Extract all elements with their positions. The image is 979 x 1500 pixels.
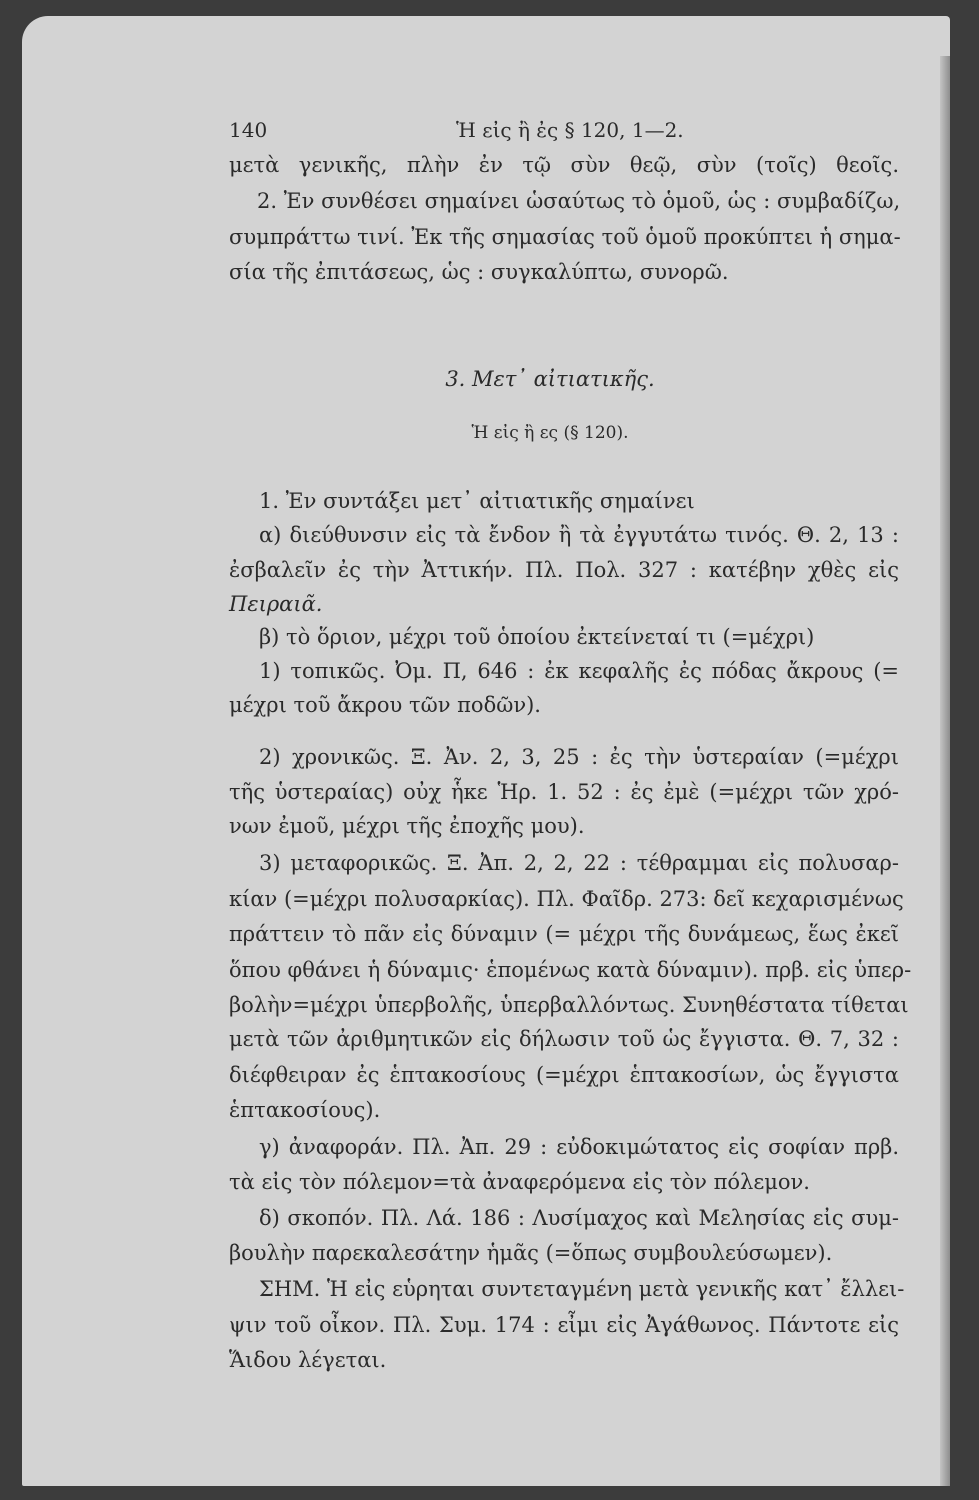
text-line: τῆς ὑστεραίας) οὐχ ἧκε Ἡρ. 1. 52 : ἐς ἐμὲ (=μέχρι τῶν χρό- (229, 780, 899, 804)
text-line: μέχρι τοῦ ἄκρου τῶν ποδῶν). (229, 693, 541, 717)
text-line: β) τὸ ὅριον, μέχρι τοῦ ὁποίου ἐκτείνεταί τι (=μέχρι) (259, 625, 815, 649)
text-line: 1) τοπικῶς. Ὀμ. Π, 646 : ἐκ κεφαλῆς ἐς πόδας ἄκρους (= (259, 659, 899, 683)
text-line: Πειραιᾶ. (229, 592, 323, 616)
text-line: πράττειν τὸ πᾶν εἰς δύναμιν (= μέχρι τῆς δυνάμεως, ἕως ἐκεῖ (229, 922, 899, 946)
text-line: βολὴν=μέχρι ὑπερβολῆς, ὑπερβαλλόντως. Συνηθέστατα τίθεται (229, 993, 909, 1017)
text-line: συμπράττω τινί. Ἐκ τῆς σημασίας τοῦ ὁμοῦ προκύπτει ἡ σημα- (229, 225, 901, 249)
text-line: Ἅιδου λέγεται. (229, 1348, 387, 1372)
text-line: τὰ εἰς τὸν πόλεμον=τὰ ἀναφερόμενα εἰς τὸν πόλεμον. (229, 1170, 810, 1194)
text-line: ἑπτακοσίους). (229, 1098, 381, 1122)
text-line: 2) χρονικῶς. Ξ. Ἀν. 2, 3, 25 : ἐς τὴν ὑστεραίαν (=μέχρι (259, 745, 899, 769)
text-line: α) διεύθυνσιν εἰς τὰ ἔνδον ἢ τὰ ἐγγυτάτω τινός. Θ. 2, 13 : (259, 523, 899, 547)
text-line: δ) σκοπόν. Πλ. Λά. 186 : Λυσίμαχος καὶ Μελησίας εἰς συμ- (259, 1206, 899, 1230)
running-title: Ἡ εἰς ἢ ἐς § 120, 1—2. (456, 118, 684, 142)
text-line: διέφθειραν ἐς ἑπτακοσίους (=μέχρι ἑπτακοσίων, ὡς ἔγγιστα (229, 1063, 899, 1087)
section-title: 3. Μετ᾽ αἰτιατικῆς. (445, 367, 655, 391)
text-line: ἐσβαλεῖν ἐς τὴν Ἀττικήν. Πλ. Πολ. 327 : κατέβην χθὲς εἰς (229, 558, 899, 582)
text-line: 1. Ἐν συντάξει μετ᾽ αἰτιατικῆς σημαίνει (259, 489, 695, 513)
text-line: νων ἐμοῦ, μέχρι τῆς ἐποχῆς μου). (229, 814, 585, 838)
text-line: μετὰ τῶν ἀριθμητικῶν εἰς δήλωσιν τοῦ ὡς ἔγγιστα. Θ. 7, 32 : (229, 1027, 899, 1051)
page-number: 140 (229, 118, 268, 142)
text-line: κίαν (=μέχρι πολυσαρκίας). Πλ. Φαῖδρ. 273: δεῖ κεχαρισμένως (229, 887, 904, 911)
text-line: ψιν τοῦ οἶκον. Πλ. Συμ. 174 : εἶμι εἰς Ἀγάθωνος. Πάντοτε εἰς (229, 1313, 899, 1337)
text-line: βουλὴν παρεκαλεσάτην ἡμᾶς (=ὅπως συμβουλεύσωμεν). (229, 1241, 833, 1265)
page-edge (940, 56, 950, 1486)
text-line: 2. Ἐν συνθέσει σημαίνει ὡσαύτως τὸ ὁμοῦ, ὡς : συμβαδίζω, (257, 189, 901, 213)
section-subtitle: Ἡ εἰς ἢ ες (§ 120). (471, 423, 629, 443)
text-line: γ) ἀναφοράν. Πλ. Ἀπ. 29 : εὐδοκιμώτατος εἰς σοφίαν πρβ. (259, 1135, 899, 1159)
text-line: 3) μεταφορικῶς. Ξ. Ἀπ. 2, 2, 22 : τέθραμμαι εἰς πολυσαρ- (259, 851, 899, 875)
text-line: σία τῆς ἐπιτάσεως, ὡς : συγκαλύπτω, συνορῶ. (229, 260, 729, 284)
text-line: ΣΗΜ. Ἡ εἰς εὑρηται συντεταγμένη μετὰ γενικῆς κατ᾽ ἔλλει- (259, 1277, 905, 1301)
text-line: ὅπου φθάνει ἡ δύναμις· ἑπομένως κατὰ δύναμιν). πρβ. εἰς ὑπερ- (229, 958, 912, 982)
text-line: μετὰ γενικῆς, πλὴν ἐν τῷ σὺν θεῷ, σὺν (τοῖς) θεοῖς. (229, 153, 899, 177)
